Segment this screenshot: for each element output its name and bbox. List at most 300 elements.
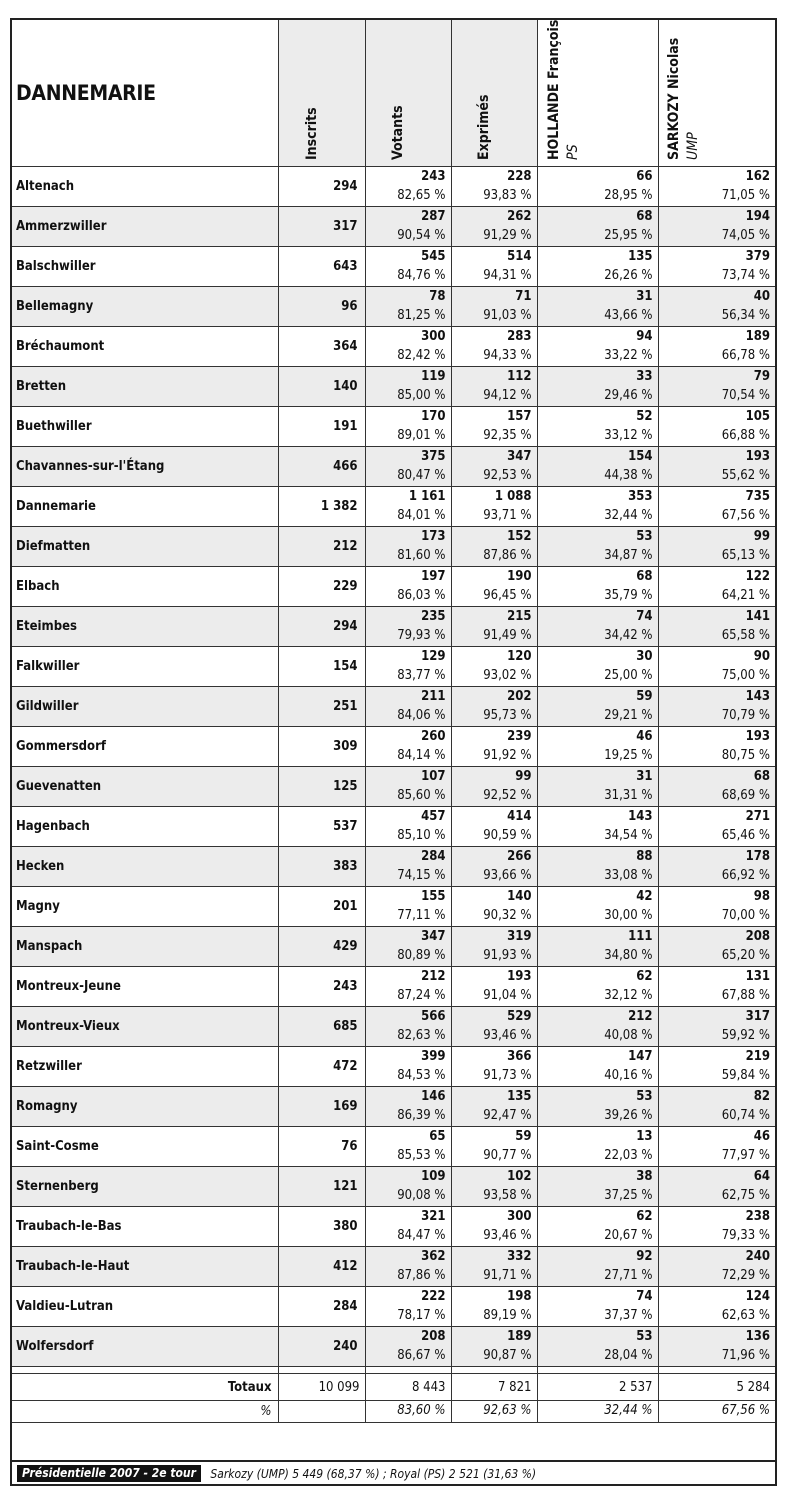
table-row — [12, 367, 775, 407]
table-row — [12, 1047, 775, 1087]
votants-count: 1 161 — [408, 489, 446, 504]
hollande-percent: 22,03 % — [604, 1148, 653, 1163]
sarkozy-percent: 55,62 % — [721, 468, 770, 483]
hollande-percent: 26,26 % — [604, 268, 653, 283]
hollande-count: 30 — [636, 649, 653, 664]
exprimes-cell — [451, 1287, 537, 1327]
votants-count: 211 — [421, 689, 446, 704]
sarkozy-count: 82 — [753, 1089, 770, 1104]
sarkozy-cell — [658, 1007, 775, 1047]
hollande-percent: 37,37 % — [604, 1308, 653, 1323]
hollande-percent: 34,54 % — [604, 828, 653, 843]
sarkozy-count: 79 — [753, 369, 770, 384]
hollande-cell — [537, 967, 658, 1007]
votants-cell — [365, 607, 451, 647]
inscrits-cell: 412 — [278, 1247, 365, 1287]
hollande-cell — [537, 447, 658, 487]
inscrits-cell: 685 — [278, 1007, 365, 1047]
hollande-count: 59 — [636, 689, 653, 704]
votants-percent: 82,42 % — [397, 348, 446, 363]
sarkozy-percent: 71,96 % — [721, 1348, 770, 1363]
inscrits-cell: 380 — [278, 1207, 365, 1247]
exprimes-percent: 91,71 % — [483, 1268, 532, 1283]
commune-name: Guevenatten — [12, 767, 278, 807]
sarkozy-percent: 62,63 % — [721, 1308, 770, 1323]
sarkozy-party: UMP — [684, 132, 701, 160]
exprimes-percent: 94,31 % — [483, 268, 532, 283]
votants-percent: 86,39 % — [397, 1108, 446, 1123]
table-row — [12, 407, 775, 447]
sarkozy-cell — [658, 687, 775, 727]
footer — [12, 1460, 775, 1486]
sarkozy-cell — [658, 887, 775, 927]
exprimes-cell — [451, 407, 537, 447]
hollande-percent: 30,00 % — [604, 908, 653, 923]
votants-cell — [365, 1327, 451, 1367]
exprimes-cell — [451, 367, 537, 407]
exprimes-cell — [451, 887, 537, 927]
exprimes-percent: 93,02 % — [483, 668, 532, 683]
hollande-percent: 44,38 % — [604, 468, 653, 483]
commune-name: Bellemagny — [12, 287, 278, 327]
exprimes-cell — [451, 1127, 537, 1167]
exprimes-count: 332 — [507, 1249, 532, 1264]
votants-cell — [365, 1247, 451, 1287]
hollande-count: 74 — [636, 1289, 653, 1304]
sarkozy-percent: 65,20 % — [721, 948, 770, 963]
sarkozy-percent: 68,69 % — [721, 788, 770, 803]
hollande-cell — [537, 807, 658, 847]
votants-percent: 89,01 % — [397, 428, 446, 443]
votants-cell — [365, 367, 451, 407]
commune-name: Valdieu-Lutran — [12, 1287, 278, 1327]
sarkozy-percent: 80,75 % — [721, 748, 770, 763]
exprimes-cell — [451, 687, 537, 727]
sarkozy-count: 46 — [753, 1129, 770, 1144]
table-row — [12, 847, 775, 887]
votants-count: 129 — [421, 649, 446, 664]
hollande-percent: 25,95 % — [604, 228, 653, 243]
commune-name: Magny — [12, 887, 278, 927]
hollande-cell — [537, 727, 658, 767]
votants-count: 284 — [421, 849, 446, 864]
exprimes-cell — [451, 1007, 537, 1047]
votants-count: 287 — [421, 209, 446, 224]
inscrits-cell: 229 — [278, 567, 365, 607]
hollande-percent: 31,31 % — [604, 788, 653, 803]
hollande-cell — [537, 167, 658, 207]
votants-count: 222 — [421, 1289, 446, 1304]
exprimes-cell — [451, 447, 537, 487]
commune-name: Diefmatten — [12, 527, 278, 567]
exprimes-cell — [451, 1327, 537, 1367]
table-row — [12, 887, 775, 927]
sarkozy-count: 271 — [745, 809, 770, 824]
exprimes-count: 135 — [507, 1089, 532, 1104]
exprimes-count: 140 — [507, 889, 532, 904]
exprimes-cell — [451, 1047, 537, 1087]
hollande-percent: 28,04 % — [604, 1348, 653, 1363]
commune-name: Eteimbes — [12, 607, 278, 647]
sarkozy-percent: 73,74 % — [721, 268, 770, 283]
table-row — [12, 727, 775, 767]
sarkozy-percent: 64,21 % — [721, 588, 770, 603]
sarkozy-percent: 70,00 % — [721, 908, 770, 923]
inscrits-cell: 317 — [278, 207, 365, 247]
hollande-count: 33 — [636, 369, 653, 384]
table-row — [12, 207, 775, 247]
exprimes-count: 99 — [515, 769, 532, 784]
table-row — [12, 647, 775, 687]
commune-name: Wolfersdorf — [12, 1327, 278, 1367]
hollande-cell — [537, 1047, 658, 1087]
commune-name: Manspach — [12, 927, 278, 967]
sarkozy-percent: 66,92 % — [721, 868, 770, 883]
hollande-count: 31 — [636, 289, 653, 304]
hollande-cell — [537, 567, 658, 607]
sarkozy-cell — [658, 407, 775, 447]
exprimes-percent: 91,04 % — [483, 988, 532, 1003]
inscrits-cell: 243 — [278, 967, 365, 1007]
exprimes-percent: 91,92 % — [483, 748, 532, 763]
totals-sarkozy: 5 284 — [658, 1374, 775, 1401]
inscrits-cell: 169 — [278, 1087, 365, 1127]
votants-count: 260 — [421, 729, 446, 744]
hollande-cell — [537, 687, 658, 727]
table-row — [12, 447, 775, 487]
exprimes-cell — [451, 287, 537, 327]
votants-percent: 86,67 % — [397, 1348, 446, 1363]
sarkozy-count: 141 — [745, 609, 770, 624]
table-row — [12, 967, 775, 1007]
inscrits-cell: 212 — [278, 527, 365, 567]
sarkozy-count: 122 — [745, 569, 770, 584]
votants-percent: 87,86 % — [397, 1268, 446, 1283]
hollande-percent: 33,22 % — [604, 348, 653, 363]
commune-name: Retzwiller — [12, 1047, 278, 1087]
hollande-cell — [537, 367, 658, 407]
votants-count: 146 — [421, 1089, 446, 1104]
commune-name: Hecken — [12, 847, 278, 887]
votants-cell — [365, 1127, 451, 1167]
votants-cell — [365, 687, 451, 727]
exprimes-percent: 90,32 % — [483, 908, 532, 923]
votants-percent: 74,15 % — [397, 868, 446, 883]
inscrits-cell: 309 — [278, 727, 365, 767]
sarkozy-cell — [658, 1047, 775, 1087]
sarkozy-percent: 60,74 % — [721, 1108, 770, 1123]
sarkozy-cell — [658, 487, 775, 527]
inscrits-cell: 96 — [278, 287, 365, 327]
votants-percent: 85,10 % — [397, 828, 446, 843]
header-exprimes: Exprimés — [451, 20, 537, 167]
commune-name: Balschwiller — [12, 247, 278, 287]
exprimes-count: 198 — [507, 1289, 532, 1304]
votants-count: 78 — [429, 289, 446, 304]
exprimes-count: 102 — [507, 1169, 532, 1184]
sarkozy-percent: 70,54 % — [721, 388, 770, 403]
inscrits-cell: 201 — [278, 887, 365, 927]
sarkozy-percent: 65,58 % — [721, 628, 770, 643]
votants-percent: 82,63 % — [397, 1028, 446, 1043]
exprimes-percent: 90,77 % — [483, 1148, 532, 1163]
votants-percent: 86,03 % — [397, 588, 446, 603]
votants-cell — [365, 1167, 451, 1207]
exprimes-count: 228 — [507, 169, 532, 184]
exprimes-cell — [451, 167, 537, 207]
inscrits-cell: 364 — [278, 327, 365, 367]
votants-percent: 80,89 % — [397, 948, 446, 963]
sarkozy-cell — [658, 247, 775, 287]
commune-name: Dannemarie — [12, 487, 278, 527]
votants-cell — [365, 1087, 451, 1127]
header-sarkozy — [658, 20, 775, 167]
hollande-count: 135 — [628, 249, 653, 264]
sarkozy-percent: 66,78 % — [721, 348, 770, 363]
exprimes-cell — [451, 967, 537, 1007]
votants-cell — [365, 1007, 451, 1047]
commune-name: Sternenberg — [12, 1167, 278, 1207]
votants-count: 107 — [421, 769, 446, 784]
sarkozy-percent: 56,34 % — [721, 308, 770, 323]
exprimes-count: 283 — [507, 329, 532, 344]
hollande-cell — [537, 327, 658, 367]
exprimes-count: 529 — [507, 1009, 532, 1024]
hollande-percent: 34,80 % — [604, 948, 653, 963]
sarkozy-count: 317 — [745, 1009, 770, 1024]
exprimes-percent: 90,59 % — [483, 828, 532, 843]
hollande-cell — [537, 487, 658, 527]
header-votants: Votants — [365, 20, 451, 167]
hollande-count: 53 — [636, 1089, 653, 1104]
sarkozy-cell — [658, 1287, 775, 1327]
table-row — [12, 287, 775, 327]
sarkozy-percent: 74,05 % — [721, 228, 770, 243]
commune-name: Romagny — [12, 1087, 278, 1127]
sarkozy-percent: 65,46 % — [721, 828, 770, 843]
commune-name: Montreux-Jeune — [12, 967, 278, 1007]
sarkozy-count: 219 — [745, 1049, 770, 1064]
votants-percent: 79,93 % — [397, 628, 446, 643]
votants-count: 399 — [421, 1049, 446, 1064]
hollande-count: 111 — [628, 929, 653, 944]
sarkozy-count: 40 — [753, 289, 770, 304]
sarkozy-cell — [658, 767, 775, 807]
commune-name: Falkwiller — [12, 647, 278, 687]
percent-exprimes: 92,63 % — [451, 1401, 537, 1423]
hollande-percent: 29,21 % — [604, 708, 653, 723]
exprimes-cell — [451, 1207, 537, 1247]
hollande-cell — [537, 1167, 658, 1207]
hollande-percent: 27,71 % — [604, 1268, 653, 1283]
votants-count: 457 — [421, 809, 446, 824]
hollande-cell — [537, 1247, 658, 1287]
sarkozy-percent: 62,75 % — [721, 1188, 770, 1203]
table-row — [12, 1327, 775, 1367]
hollande-cell — [537, 1287, 658, 1327]
exprimes-percent: 91,03 % — [483, 308, 532, 323]
exprimes-cell — [451, 847, 537, 887]
exprimes-cell — [451, 327, 537, 367]
sarkozy-count: 379 — [745, 249, 770, 264]
sarkozy-percent: 79,33 % — [721, 1228, 770, 1243]
hollande-count: 62 — [636, 1209, 653, 1224]
inscrits-cell: 472 — [278, 1047, 365, 1087]
hollande-percent: 32,12 % — [604, 988, 653, 1003]
hollande-percent: 28,95 % — [604, 188, 653, 203]
exprimes-percent: 93,46 % — [483, 1228, 532, 1243]
sarkozy-cell — [658, 167, 775, 207]
exprimes-cell — [451, 927, 537, 967]
exprimes-percent: 94,33 % — [483, 348, 532, 363]
commune-name: Bretten — [12, 367, 278, 407]
commune-name: Montreux-Vieux — [12, 1007, 278, 1047]
sarkozy-percent: 59,84 % — [721, 1068, 770, 1083]
results-body — [12, 167, 775, 1367]
votants-cell — [365, 487, 451, 527]
totals-label: Totaux — [12, 1374, 278, 1401]
percent-label: % — [12, 1401, 278, 1423]
votants-cell — [365, 927, 451, 967]
votants-cell — [365, 967, 451, 1007]
votants-percent: 82,65 % — [397, 188, 446, 203]
hollande-count: 46 — [636, 729, 653, 744]
votants-cell — [365, 807, 451, 847]
inscrits-cell: 154 — [278, 647, 365, 687]
sarkozy-count: 193 — [745, 449, 770, 464]
percent-row — [12, 1401, 775, 1423]
votants-cell — [365, 887, 451, 927]
votants-count: 566 — [421, 1009, 446, 1024]
totals-row — [12, 1374, 775, 1401]
hollande-count: 52 — [636, 409, 653, 424]
votants-cell — [365, 447, 451, 487]
hollande-percent: 34,87 % — [604, 548, 653, 563]
hollande-cell — [537, 1207, 658, 1247]
votants-count: 155 — [421, 889, 446, 904]
exprimes-count: 1 088 — [494, 489, 532, 504]
votants-count: 375 — [421, 449, 446, 464]
votants-percent: 84,06 % — [397, 708, 446, 723]
exprimes-count: 366 — [507, 1049, 532, 1064]
exprimes-percent: 91,49 % — [483, 628, 532, 643]
commune-name: Altenach — [12, 167, 278, 207]
exprimes-percent: 91,73 % — [483, 1068, 532, 1083]
sarkozy-percent: 70,79 % — [721, 708, 770, 723]
exprimes-count: 189 — [507, 1329, 532, 1344]
exprimes-percent: 90,87 % — [483, 1348, 532, 1363]
votants-percent: 84,76 % — [397, 268, 446, 283]
votants-percent: 85,00 % — [397, 388, 446, 403]
hollande-cell — [537, 1007, 658, 1047]
hollande-cell — [537, 407, 658, 447]
table-row — [12, 327, 775, 367]
votants-cell — [365, 1207, 451, 1247]
hollande-cell — [537, 647, 658, 687]
sarkozy-count: 193 — [745, 729, 770, 744]
votants-percent: 78,17 % — [397, 1308, 446, 1323]
table-row — [12, 1247, 775, 1287]
sarkozy-cell — [658, 927, 775, 967]
inscrits-cell: 466 — [278, 447, 365, 487]
sarkozy-cell — [658, 367, 775, 407]
percent-sarkozy: 67,56 % — [658, 1401, 775, 1423]
hollande-count: 353 — [628, 489, 653, 504]
inscrits-cell: 76 — [278, 1127, 365, 1167]
votants-percent: 81,60 % — [397, 548, 446, 563]
exprimes-percent: 95,73 % — [483, 708, 532, 723]
hollande-cell — [537, 1127, 658, 1167]
sarkozy-percent: 75,00 % — [721, 668, 770, 683]
exprimes-cell — [451, 1167, 537, 1207]
table-row — [12, 167, 775, 207]
sarkozy-count: 99 — [753, 529, 770, 544]
votants-percent: 80,47 % — [397, 468, 446, 483]
hollande-count: 62 — [636, 969, 653, 984]
hollande-cell — [537, 287, 658, 327]
hollande-percent: 43,66 % — [604, 308, 653, 323]
votants-count: 119 — [421, 369, 446, 384]
table-row — [12, 567, 775, 607]
hollande-count: 38 — [636, 1169, 653, 1184]
hollande-percent: 37,25 % — [604, 1188, 653, 1203]
table-row — [12, 1087, 775, 1127]
exprimes-cell — [451, 527, 537, 567]
totals-hollande: 2 537 — [537, 1374, 658, 1401]
inscrits-cell: 251 — [278, 687, 365, 727]
votants-percent: 85,53 % — [397, 1148, 446, 1163]
sarkozy-count: 131 — [745, 969, 770, 984]
hollande-cell — [537, 1087, 658, 1127]
exprimes-percent: 87,86 % — [483, 548, 532, 563]
exprimes-percent: 93,46 % — [483, 1028, 532, 1043]
sarkozy-count: 240 — [745, 1249, 770, 1264]
commune-name: Hagenbach — [12, 807, 278, 847]
hollande-name: HOLLANDE François — [546, 19, 563, 160]
sarkozy-cell — [658, 327, 775, 367]
commune-name: Saint-Cosme — [12, 1127, 278, 1167]
exprimes-count: 120 — [507, 649, 532, 664]
sarkozy-cell — [658, 207, 775, 247]
sarkozy-percent: 66,88 % — [721, 428, 770, 443]
table-row — [12, 1007, 775, 1047]
votants-count: 545 — [421, 249, 446, 264]
exprimes-count: 202 — [507, 689, 532, 704]
sarkozy-count: 124 — [745, 1289, 770, 1304]
votants-cell — [365, 767, 451, 807]
hollande-count: 42 — [636, 889, 653, 904]
hollande-count: 94 — [636, 329, 653, 344]
exprimes-percent: 91,29 % — [483, 228, 532, 243]
sarkozy-count: 189 — [745, 329, 770, 344]
hollande-count: 154 — [628, 449, 653, 464]
sarkozy-count: 162 — [745, 169, 770, 184]
exprimes-cell — [451, 767, 537, 807]
hollande-count: 68 — [636, 569, 653, 584]
hollande-percent: 20,67 % — [604, 1228, 653, 1243]
table-row — [12, 807, 775, 847]
hollande-percent: 32,44 % — [604, 508, 653, 523]
exprimes-count: 414 — [507, 809, 532, 824]
votants-percent: 84,53 % — [397, 1068, 446, 1083]
sarkozy-cell — [658, 727, 775, 767]
sarkozy-cell — [658, 1327, 775, 1367]
votants-percent: 81,25 % — [397, 308, 446, 323]
exprimes-percent: 93,71 % — [483, 508, 532, 523]
sarkozy-percent: 77,97 % — [721, 1148, 770, 1163]
votants-count: 300 — [421, 329, 446, 344]
votants-cell — [365, 1047, 451, 1087]
